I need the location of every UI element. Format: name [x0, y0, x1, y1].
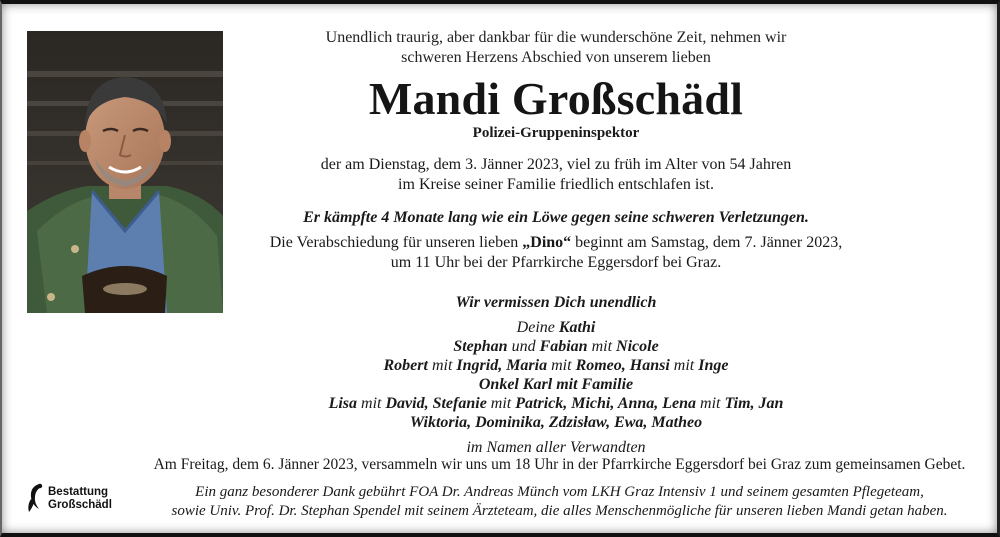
family-member: Nicole [616, 338, 659, 355]
death-line-2: im Kreise seiner Familie friedlich entschlafen ist. [398, 176, 714, 193]
farewell-line-2: um 11 Uhr bei der Pfarrkirche Eggersdorf bei Graz. [390, 254, 722, 271]
funeral-home-logo [25, 481, 135, 517]
family-member: Ingrid, Maria [456, 357, 548, 374]
relatives-note: im Namen aller Verwandten [466, 439, 646, 456]
family-word: mit [357, 395, 386, 412]
logo-text-line-2: Großschädl [48, 499, 112, 511]
family-member: Robert [383, 357, 428, 374]
family-word: mit [696, 395, 725, 412]
obituary-text [236, 28, 876, 458]
thanks-line-2: sowie Univ. Prof. Dr. Stephan Spendel mit seinem Ärzteteam, die alles Menschenmögliche für unseren lieben Mandi getan haben. [171, 503, 948, 519]
portrait-photo [27, 31, 223, 313]
family-member: Wiktoria, Dominika, Zdzisław, Ewa, Matheo [409, 414, 703, 431]
intro-text [236, 28, 876, 68]
thanks-line-1: Ein ganz besonderer Dank gebührt FOA Dr. Andreas Münch vom LKH Graz Intensiv 1 und seinem gesamten Pflegeteam, [195, 484, 924, 500]
miss-statement: Wir vermissen Dich unendlich [455, 294, 657, 311]
family-line-4 [236, 375, 876, 394]
family-word: mit [486, 395, 516, 412]
intro-line-1: Unendlich traurig, aber dankbar für die wunderschöne Zeit, nehmen wir [325, 29, 787, 46]
farewell-line-1 [236, 233, 876, 253]
family-word: mit [547, 357, 576, 374]
family-member: Inge [698, 357, 729, 374]
intro-line-2: schweren Herzens Abschied von unserem lieben [401, 49, 711, 66]
family-member: Tim, Jan [724, 395, 784, 412]
family-line-5 [236, 394, 876, 413]
family-line-2 [236, 337, 876, 356]
family-line-6 [236, 413, 876, 432]
logo-text-line-1: Bestattung [48, 486, 109, 498]
farewell-text-c: beginnt am Samstag, dem 7. Jänner 2023, [571, 234, 843, 251]
thanks-note [132, 483, 987, 521]
family-member: David, Stefanie [385, 395, 487, 412]
family-member: Romeo, Hansi [575, 357, 670, 374]
death-notice [236, 155, 876, 195]
prayer-notice: Am Freitag, dem 6. Jänner 2023, versammeln wir uns um 18 Uhr in der Pfarrkirche Eggersdorf bei Graz zum gemeinsamen Gebet. [153, 456, 966, 473]
nickname: „Dino“ [522, 234, 572, 251]
death-line-1: der am Dienstag, dem 3. Jänner 2023, viel zu früh im Alter von 54 Jahren [320, 156, 792, 173]
family-member: Fabian [539, 338, 588, 355]
family-word: mit [669, 357, 699, 374]
deceased-name: Mandi Großschädl [368, 73, 744, 124]
deceased-title: Polizei-Gruppeninspektor [472, 125, 640, 141]
family-member: Onkel Karl mit Familie [478, 376, 634, 393]
family-line-1 [236, 318, 876, 337]
farewell-text-a: Die Verabschiedung für unseren lieben [269, 234, 523, 251]
family-word: mit [587, 338, 617, 355]
family-member: Kathi [558, 319, 596, 336]
farewell-notice [236, 233, 876, 273]
family-member: Stephan [453, 338, 508, 355]
family-member: Lisa [328, 395, 358, 412]
family-word: und [507, 338, 540, 355]
family-line-3 [236, 356, 876, 375]
family-word: Deine [516, 319, 559, 336]
dove-icon [25, 481, 47, 515]
fight-statement: Er kämpfte 4 Monate lang wie ein Löwe gegen seine schweren Verletzungen. [303, 209, 809, 226]
family-member: Patrick, Michi, Anna, Lena [515, 395, 697, 412]
family-list [236, 318, 876, 432]
family-word: mit [427, 357, 457, 374]
